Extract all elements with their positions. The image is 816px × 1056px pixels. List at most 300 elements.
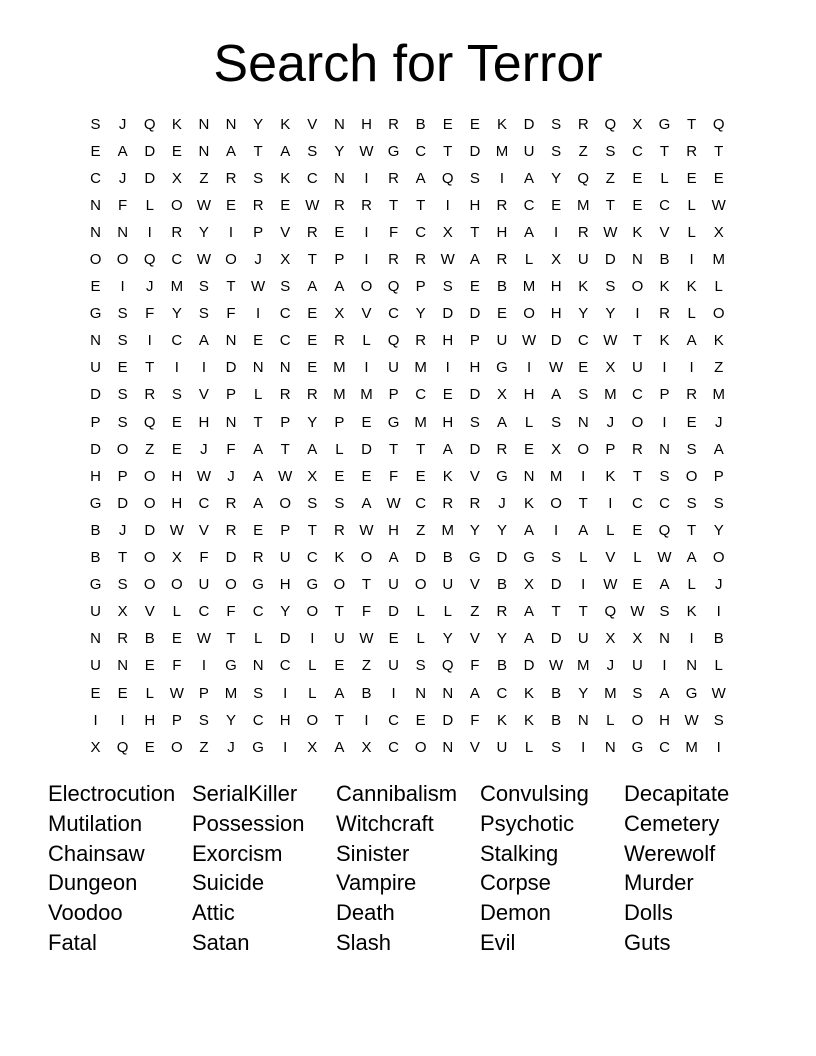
grid-letter: O bbox=[279, 494, 292, 512]
grid-letter: T bbox=[253, 142, 263, 160]
grid-letter: J bbox=[200, 440, 208, 458]
grid-letter: O bbox=[116, 251, 129, 269]
grid-letter: T bbox=[714, 142, 724, 160]
grid-letter: C bbox=[252, 603, 264, 621]
grid-letter: E bbox=[171, 413, 182, 431]
grid-letter: B bbox=[361, 684, 372, 702]
grid-letter: O bbox=[143, 576, 156, 594]
grid-letter: N bbox=[279, 359, 291, 377]
grid-letter: C bbox=[279, 657, 291, 675]
grid-letter: D bbox=[469, 440, 481, 458]
grid-letter: O bbox=[143, 549, 156, 567]
grid-letter: S bbox=[90, 115, 101, 133]
grid-letter: A bbox=[686, 549, 697, 567]
word-bank-item: Electrocution bbox=[48, 781, 176, 806]
grid-letter: T bbox=[118, 549, 128, 567]
grid-letter: E bbox=[307, 332, 318, 350]
grid-letter: U bbox=[523, 142, 535, 160]
grid-letter: N bbox=[686, 657, 698, 675]
grid-letter: K bbox=[171, 115, 182, 133]
grid-letter: H bbox=[171, 494, 183, 512]
grid-letter: E bbox=[415, 467, 426, 485]
grid-letter: O bbox=[143, 494, 156, 512]
grid-letter: M bbox=[576, 657, 590, 675]
grid-letter: D bbox=[604, 251, 616, 269]
grid-letter: L bbox=[579, 549, 588, 567]
grid-letter: N bbox=[333, 115, 345, 133]
grid-letter: W bbox=[359, 630, 374, 648]
grid-letter: O bbox=[414, 576, 427, 594]
grid-letter: P bbox=[198, 684, 209, 702]
grid-letter: T bbox=[659, 142, 670, 160]
grid-letter: O bbox=[143, 467, 156, 485]
grid-letter: L bbox=[416, 630, 425, 648]
grid-letter: C bbox=[632, 386, 643, 404]
grid-letter: C bbox=[659, 196, 670, 214]
grid-letter: E bbox=[686, 413, 697, 431]
grid-letter: B bbox=[496, 576, 507, 594]
grid-letter: J bbox=[118, 169, 127, 187]
grid-letter: A bbox=[280, 142, 291, 160]
grid-letter: Z bbox=[605, 169, 615, 187]
grid-letter: J bbox=[606, 657, 615, 675]
grid-letter: W bbox=[196, 251, 211, 269]
grid-letter: I bbox=[364, 251, 369, 269]
grid-letter: I bbox=[581, 576, 586, 594]
grid-letter: C bbox=[306, 549, 318, 567]
grid-letter: X bbox=[605, 630, 616, 648]
grid-letter: Y bbox=[713, 521, 724, 539]
grid-letter: G bbox=[252, 576, 264, 594]
grid-letter: S bbox=[198, 711, 209, 729]
grid-letter: K bbox=[659, 278, 670, 296]
grid-letter: R bbox=[225, 169, 237, 187]
grid-letter: J bbox=[606, 413, 615, 431]
grid-letter: N bbox=[225, 332, 237, 350]
grid-letter: Y bbox=[551, 169, 562, 187]
grid-letter: S bbox=[307, 494, 318, 512]
grid-letter: Y bbox=[253, 115, 264, 133]
grid-letter: V bbox=[144, 603, 155, 621]
grid-letter: A bbox=[659, 684, 670, 702]
grid-letter: E bbox=[144, 738, 155, 756]
grid-letter: V bbox=[469, 576, 480, 594]
grid-row bbox=[82, 328, 732, 355]
grid-letter: K bbox=[442, 467, 453, 485]
grid-letter: N bbox=[442, 684, 454, 702]
grid-letter: I bbox=[689, 251, 694, 269]
grid-letter: D bbox=[279, 630, 291, 648]
grid-letter: T bbox=[416, 440, 426, 458]
word-bank-item: Stalking bbox=[480, 840, 559, 866]
grid-letter: D bbox=[144, 169, 156, 187]
grid-letter: B bbox=[90, 549, 101, 567]
grid-letter: I bbox=[201, 359, 206, 377]
grid-letter: Q bbox=[143, 413, 156, 431]
grid-letter: H bbox=[469, 359, 481, 377]
grid-letter: L bbox=[172, 603, 181, 621]
grid-letter: Y bbox=[171, 305, 182, 323]
word-bank-item: Corpse bbox=[480, 870, 551, 896]
grid-letter: I bbox=[228, 223, 234, 241]
grid-letter: L bbox=[145, 196, 154, 214]
grid-letter: B bbox=[551, 711, 562, 729]
grid-letter: R bbox=[496, 196, 508, 214]
grid-letter: I bbox=[256, 305, 261, 323]
grid-letter: X bbox=[551, 251, 562, 269]
grid-letter: M bbox=[441, 521, 455, 539]
grid-letter: I bbox=[554, 223, 559, 241]
grid-letter: Q bbox=[604, 115, 617, 133]
grid-letter: S bbox=[117, 386, 128, 404]
grid-letter: G bbox=[469, 549, 481, 567]
grid-letter: R bbox=[306, 386, 318, 404]
grid-letter: R bbox=[279, 386, 291, 404]
grid-letter: K bbox=[496, 711, 507, 729]
grid-letter: Y bbox=[496, 630, 507, 648]
grid-letter: K bbox=[524, 494, 535, 512]
grid-letter: A bbox=[307, 440, 318, 458]
grid-letter: L bbox=[524, 413, 534, 431]
grid-row bbox=[82, 382, 732, 409]
grid-letter: W bbox=[603, 223, 618, 241]
grid-letter: C bbox=[388, 305, 399, 323]
grid-letter: U bbox=[577, 630, 589, 648]
grid-letter: S bbox=[659, 603, 670, 621]
grid-letter: Y bbox=[469, 521, 480, 539]
grid-letter: N bbox=[117, 223, 129, 241]
grid-letter: C bbox=[523, 196, 535, 214]
grid-letter: A bbox=[253, 494, 264, 512]
grid-letter: O bbox=[170, 196, 183, 214]
grid-letter: T bbox=[470, 223, 480, 241]
grid-letter: E bbox=[361, 467, 372, 485]
grid-letter: J bbox=[227, 467, 235, 485]
grid-letter: I bbox=[93, 711, 98, 729]
grid-letter: Z bbox=[199, 169, 209, 187]
grid-letter: S bbox=[551, 142, 562, 160]
grid-letter: L bbox=[633, 549, 642, 567]
grid-letter: F bbox=[145, 305, 155, 323]
word-bank-item: Exorcism bbox=[192, 840, 283, 866]
grid-letter: S bbox=[253, 684, 264, 702]
grid-letter: U bbox=[577, 251, 589, 269]
word-bank-item: Death bbox=[336, 900, 395, 926]
grid-letter: M bbox=[170, 278, 184, 296]
grid-letter: E bbox=[469, 115, 480, 133]
grid-letter: A bbox=[117, 142, 128, 160]
grid-letter: E bbox=[388, 630, 399, 648]
grid-letter: G bbox=[225, 657, 237, 675]
grid-letter: B bbox=[415, 115, 426, 133]
grid-letter: L bbox=[714, 278, 723, 296]
grid-letter: T bbox=[388, 440, 399, 458]
grid-letter: W bbox=[305, 196, 320, 214]
grid-letter: A bbox=[578, 521, 589, 539]
grid-letter: D bbox=[415, 549, 427, 567]
grid-letter: T bbox=[334, 711, 344, 729]
grid-letter: D bbox=[496, 549, 508, 567]
grid-letter: K bbox=[659, 332, 670, 350]
grid-row bbox=[82, 409, 732, 436]
grid-letter: W bbox=[711, 196, 726, 214]
grid-letter: Z bbox=[470, 603, 480, 621]
grid-letter: E bbox=[334, 467, 345, 485]
grid-letter: L bbox=[687, 196, 696, 214]
grid-letter: K bbox=[632, 223, 643, 241]
grid-letter: W bbox=[711, 684, 726, 702]
word-bank-item: Convulsing bbox=[480, 781, 589, 806]
grid-letter: O bbox=[712, 549, 725, 567]
grid-letter: A bbox=[713, 440, 724, 458]
grid-letter: S bbox=[686, 440, 697, 458]
grid-row bbox=[82, 707, 732, 734]
grid-letter: L bbox=[362, 332, 371, 350]
grid-letter: A bbox=[524, 603, 535, 621]
grid-letter: D bbox=[388, 603, 399, 621]
grid-letter: A bbox=[388, 549, 399, 567]
grid-letter: E bbox=[117, 359, 128, 377]
grid-letter: I bbox=[147, 223, 152, 241]
grid-letter: C bbox=[171, 251, 183, 269]
grid-letter: L bbox=[253, 386, 263, 404]
grid-letter: E bbox=[632, 576, 643, 594]
grid-letter: E bbox=[686, 169, 697, 187]
grid-letter: J bbox=[227, 738, 235, 756]
grid-letter: Q bbox=[441, 169, 454, 187]
grid-letter: I bbox=[608, 494, 613, 512]
grid-letter: D bbox=[144, 142, 156, 160]
grid-letter: Y bbox=[442, 630, 453, 648]
grid-letter: O bbox=[523, 305, 535, 323]
grid-letter: S bbox=[578, 386, 589, 404]
grid-letter: N bbox=[333, 169, 345, 187]
grid-letter: I bbox=[554, 521, 559, 539]
grid-letter: P bbox=[226, 386, 237, 404]
grid-letter: E bbox=[713, 169, 724, 187]
grid-letter: D bbox=[469, 142, 481, 160]
grid-letter: S bbox=[198, 305, 209, 323]
word-bank-item: Sinister bbox=[336, 840, 410, 866]
grid-letter: W bbox=[549, 657, 564, 675]
grid-letter: C bbox=[415, 223, 427, 241]
grid-letter: O bbox=[360, 278, 373, 296]
word-bank-item: SerialKiller bbox=[192, 781, 298, 806]
grid-letter: I bbox=[364, 711, 369, 729]
grid-letter: T bbox=[307, 521, 317, 539]
grid-letter: R bbox=[171, 223, 183, 241]
grid-letter: T bbox=[632, 332, 642, 350]
grid-letter: V bbox=[605, 549, 616, 567]
grid-letter: M bbox=[549, 467, 563, 485]
grid-letter: T bbox=[578, 603, 588, 621]
grid-letter: S bbox=[632, 684, 643, 702]
grid-letter: H bbox=[388, 521, 399, 539]
word-bank-item: Dungeon bbox=[48, 870, 138, 896]
grid-letter: E bbox=[171, 630, 182, 648]
grid-letter: L bbox=[145, 684, 154, 702]
grid-letter: U bbox=[333, 630, 345, 648]
grid-letter: U bbox=[90, 603, 101, 621]
grid-letter: X bbox=[90, 738, 101, 756]
grid-letter: E bbox=[632, 521, 643, 539]
grid-letter: S bbox=[117, 332, 128, 350]
grid-letter: H bbox=[442, 332, 454, 350]
grid-letter: R bbox=[577, 115, 589, 133]
grid-row bbox=[82, 436, 732, 463]
grid-letter: I bbox=[662, 657, 667, 675]
grid-letter: E bbox=[90, 684, 101, 702]
grid-letter: E bbox=[632, 169, 643, 187]
grid-letter: G bbox=[631, 738, 644, 756]
grid-row bbox=[82, 355, 732, 382]
grid-letter: W bbox=[657, 549, 672, 567]
grid-letter: N bbox=[90, 332, 101, 350]
grid-letter: H bbox=[279, 576, 291, 594]
grid-letter: P bbox=[280, 521, 291, 539]
grid-letter: A bbox=[496, 413, 507, 431]
grid-letter: X bbox=[632, 630, 643, 648]
grid-letter: G bbox=[496, 467, 508, 485]
grid-letter: A bbox=[415, 169, 426, 187]
grid-letter: H bbox=[198, 413, 210, 431]
grid-letter: G bbox=[89, 494, 102, 512]
grid-letter: E bbox=[171, 142, 182, 160]
grid-letter: S bbox=[686, 494, 697, 512]
grid-letter: T bbox=[280, 440, 290, 458]
grid-letter: R bbox=[415, 332, 427, 350]
grid-letter: H bbox=[171, 467, 183, 485]
grid-letter: U bbox=[388, 576, 399, 594]
grid-letter: R bbox=[632, 440, 643, 458]
grid-letter: S bbox=[551, 115, 562, 133]
grid-letter: P bbox=[280, 413, 291, 431]
grid-letter: K bbox=[524, 684, 535, 702]
grid-letter: S bbox=[469, 413, 480, 431]
grid-letter: U bbox=[198, 576, 210, 594]
word-bank-item: Dolls bbox=[624, 900, 673, 926]
grid-letter: R bbox=[388, 251, 399, 269]
grid-letter: D bbox=[361, 440, 372, 458]
grid-letter: R bbox=[333, 196, 345, 214]
grid-letter: E bbox=[253, 521, 264, 539]
grid-letter: B bbox=[90, 521, 101, 539]
grid-row bbox=[82, 626, 732, 653]
grid-letter: H bbox=[442, 413, 454, 431]
word-bank-item: Satan bbox=[192, 929, 250, 955]
grid-letter: L bbox=[253, 630, 263, 648]
grid-letter: F bbox=[226, 603, 236, 621]
grid-letter: O bbox=[116, 440, 129, 458]
grid-letter: D bbox=[90, 440, 101, 458]
grid-letter: Q bbox=[577, 169, 590, 187]
word-bank-item: Voodoo bbox=[48, 900, 123, 926]
grid-letter: E bbox=[334, 657, 345, 675]
grid-letter: C bbox=[496, 684, 508, 702]
grid-letter: E bbox=[551, 196, 562, 214]
grid-letter: A bbox=[253, 467, 264, 485]
grid-letter: Y bbox=[578, 305, 589, 323]
grid-letter: C bbox=[279, 332, 291, 350]
grid-letter: Z bbox=[578, 142, 588, 160]
grid-letter: R bbox=[333, 332, 345, 350]
grid-letter: B bbox=[496, 657, 507, 675]
grid-letter: N bbox=[252, 359, 264, 377]
grid-letter: G bbox=[496, 359, 508, 377]
grid-letter: J bbox=[714, 576, 723, 594]
grid-letter: X bbox=[334, 305, 345, 323]
grid-letter: D bbox=[225, 549, 237, 567]
grid-letter: K bbox=[524, 711, 535, 729]
grid-letter: Q bbox=[387, 278, 400, 296]
grid-letter: M bbox=[712, 386, 725, 404]
grid-letter: C bbox=[198, 603, 210, 621]
grid-letter: M bbox=[522, 278, 536, 296]
grid-letter: P bbox=[469, 332, 480, 350]
grid-letter: L bbox=[606, 711, 615, 729]
grid-letter: L bbox=[687, 576, 696, 594]
grid-letter: R bbox=[225, 494, 237, 512]
grid-letter: L bbox=[687, 223, 696, 241]
grid-letter: R bbox=[252, 196, 264, 214]
grid-row bbox=[82, 165, 732, 192]
grid-letter: I bbox=[310, 630, 315, 648]
grid-letter: S bbox=[280, 278, 291, 296]
grid-letter: E bbox=[632, 196, 643, 214]
grid-letter: N bbox=[90, 196, 101, 214]
grid-letter: J bbox=[145, 278, 154, 296]
grid-letter: C bbox=[252, 711, 264, 729]
grid-letter: P bbox=[388, 386, 399, 404]
grid-letter: C bbox=[279, 305, 291, 323]
grid-letter: A bbox=[686, 332, 697, 350]
grid-letter: A bbox=[307, 278, 318, 296]
grid-row bbox=[82, 138, 732, 165]
grid-row bbox=[82, 192, 732, 219]
grid-letter: E bbox=[253, 332, 264, 350]
grid-letter: A bbox=[524, 521, 535, 539]
grid-letter: A bbox=[524, 169, 535, 187]
word-bank-item: Cemetery bbox=[624, 810, 720, 836]
grid-letter: O bbox=[170, 576, 183, 594]
grid-letter: C bbox=[388, 738, 399, 756]
grid-letter: U bbox=[496, 738, 508, 756]
grid-letter: S bbox=[415, 657, 426, 675]
grid-letter: T bbox=[443, 142, 453, 160]
grid-letter: J bbox=[714, 413, 723, 431]
grid-letter: U bbox=[388, 359, 399, 377]
grid-letter: N bbox=[415, 684, 427, 702]
grid-row bbox=[82, 219, 732, 246]
grid-letter: I bbox=[581, 467, 586, 485]
grid-letter: V bbox=[469, 738, 480, 756]
grid-letter: R bbox=[686, 386, 698, 404]
grid-letter: U bbox=[90, 359, 101, 377]
grid-letter: K bbox=[280, 115, 291, 133]
grid-row bbox=[82, 734, 732, 761]
grid-letter: L bbox=[687, 305, 696, 323]
grid-letter: R bbox=[388, 115, 399, 133]
grid-letter: O bbox=[170, 738, 183, 756]
grid-letter: O bbox=[631, 413, 644, 431]
grid-letter: Y bbox=[307, 413, 318, 431]
grid-letter: E bbox=[226, 196, 237, 214]
word-bank-item: Demon bbox=[480, 900, 551, 926]
grid-letter: N bbox=[604, 738, 616, 756]
grid-letter: I bbox=[391, 684, 396, 702]
grid-letter: T bbox=[307, 251, 317, 269]
grid-letter: I bbox=[689, 359, 694, 377]
